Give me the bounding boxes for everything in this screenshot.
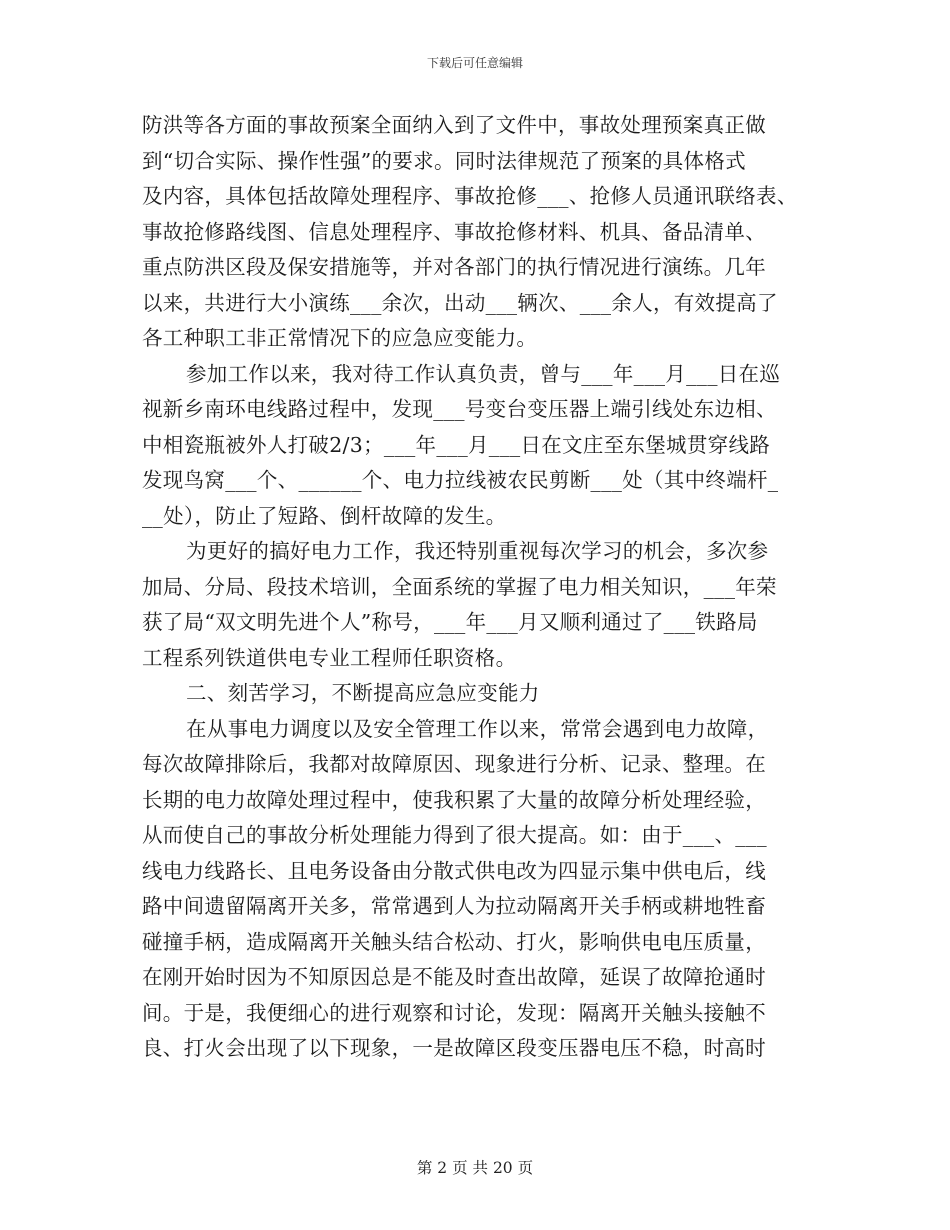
text-line: 到“切合实际、操作性强”的要求。同时法律规范了预案的具体格式 — [142, 148, 746, 173]
text-line: 工程系列铁道供电专业工程师任职资格。 — [142, 645, 517, 670]
text-line: 重点防洪区段及保安措施等，并对各部门的执行情况进行演练。几年 — [142, 255, 766, 279]
text-line: 中相瓷瓶被外人打破2/3；___年___月___日在文庄至东堡城贯穿线路 — [142, 432, 771, 457]
paragraph-first-line: 参加工作以来，我对待工作认真负责，曾与___年___月___日在巡 — [186, 361, 781, 386]
text-line: 间。于是，我便细心的进行观察和讨论，发现：隔离开关触头接触不 — [142, 1000, 766, 1025]
text-line: 每次故障排除后，我都对故障原因、现象进行分析、记录、整理。在 — [142, 752, 766, 776]
text-line: __处），防止了短路、倒杆故障的发生。 — [142, 503, 507, 528]
page-header-note: 下载后可任意编辑 — [426, 56, 523, 70]
text-line: 从而使自己的事故分析处理能力得到了很大提高。如：由于___、___ — [142, 823, 767, 847]
text-line: 以来，共进行大小演练___余次，出动___辆次、___余人，有效提高了 — [142, 290, 778, 315]
text-line: 获了局“双文明先进个人”称号，___年___月又顺利通过了___铁路局 — [142, 610, 758, 634]
text-line: 发现鸟窝___个、______个、电力拉线被农民剪断___处（其中终端杆_ — [142, 468, 779, 492]
text-line: 事故抢修路线图、信息处理程序、事故抢修材料、机具、备品清单、 — [142, 219, 766, 244]
paragraph-first-line: 为更好的搞好电力工作，我还特别重视每次学习的机会，多次参 — [186, 539, 769, 563]
text-line: 加局、分局、段技术培训，全面系统的掌握了电力相关知识，___年荣 — [142, 574, 777, 599]
section-heading: 二、刻苦学习，不断提高应急应变能力 — [186, 681, 540, 705]
text-line: 良、打火会出现了以下现象，一是故障区段变压器电压不稳，时高时 — [142, 1036, 766, 1060]
text-line: 在刚开始时因为不知原因总是不能及时查出故障，延误了故障抢通时 — [142, 965, 766, 989]
text-line: 及内容，具体包括故障处理程序、事故抢修___、抢修人员通讯联络表、 — [142, 184, 798, 208]
text-line: 防洪等各方面的事故预案全面纳入到了文件中，事故处理预案真正做 — [142, 113, 766, 137]
text-line: 各工种职工非正常情况下的应急应变能力。 — [142, 326, 538, 350]
document-body — [142, 108, 822, 1067]
text-line: 碰撞手柄，造成隔离开关触头结合松动、打火，影响供电电压质量， — [142, 929, 766, 954]
text-line: 长期的电力故障处理过程中，使我积累了大量的故障分析处理经验， — [142, 787, 766, 812]
text-line: 线电力线路长、且电务设备由分散式供电改为四显示集中供电后，线 — [142, 858, 766, 883]
text-line: 视新乡南环电线路过程中，发现___号变台变压器上端引线处东边相、 — [142, 397, 777, 421]
page-number: 第 2 页 共 20 页 — [416, 1159, 534, 1177]
text-line: 路中间遗留隔离开关多，常常遇到人为拉动隔离开关手柄或耕地牲畜 — [142, 894, 766, 918]
paragraph-first-line: 在从事电力调度以及安全管理工作以来，常常会遇到电力故障， — [186, 716, 769, 741]
